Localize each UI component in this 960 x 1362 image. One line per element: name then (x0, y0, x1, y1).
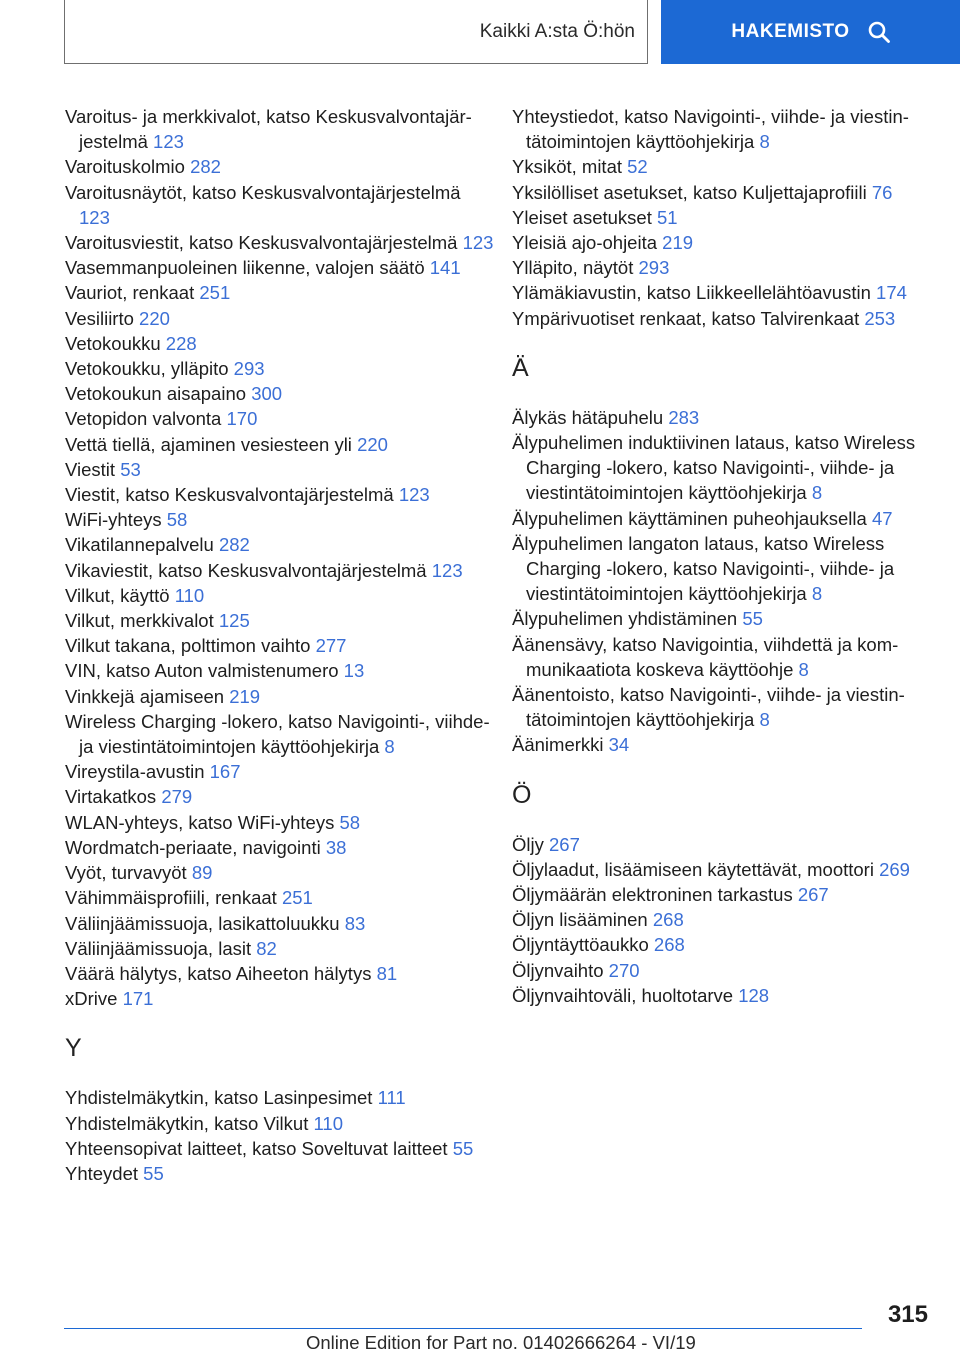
page-reference-link[interactable]: 58 (166, 509, 188, 531)
index-entry-text: WiFi-yhteys (65, 509, 162, 531)
index-entry-text: WLAN-yhteys, katso WiFi-yhteys (65, 811, 335, 833)
index-entry-text: Varoitusviestit, katso Keskusvalvontajärjestelmä (65, 232, 458, 254)
index-entry-text: Yhteystiedot, katso Navigointi-, viihde- ja viestintätoimintojen käyttöohjekirja (512, 106, 909, 153)
index-entry-text: Älykäs hätäpuhelu (512, 406, 664, 428)
page-reference-link[interactable]: 123 (153, 131, 184, 153)
index-entry[interactable] (512, 205, 952, 230)
page-reference-link[interactable]: 8 (798, 658, 809, 680)
index-entry[interactable] (512, 958, 952, 983)
page-reference-link[interactable]: 123 (431, 559, 463, 581)
index-entry-text: Wireless Charging -lokero, katso Navigointi-, viihde- ja viestintätoimintojen käyttöohjekirja (65, 710, 490, 758)
page-reference-link[interactable]: 82 (256, 937, 277, 959)
page-reference-link[interactable]: 110 (174, 584, 205, 606)
entry-list (65, 1085, 495, 1186)
index-entry-text: Yksiköt, mitat (512, 156, 622, 178)
index-entry[interactable] (65, 104, 495, 154)
page-reference-link[interactable]: 8 (811, 482, 823, 504)
page-reference-link[interactable]: 228 (165, 332, 197, 354)
index-entry[interactable] (512, 306, 952, 331)
page-reference-link[interactable]: 51 (657, 206, 678, 228)
index-entry[interactable] (512, 531, 952, 607)
index-entry[interactable] (512, 882, 952, 907)
index-entry-text: Öljynvaihtoväli, huoltotarve (512, 984, 734, 1006)
page-reference-link[interactable]: 111 (377, 1087, 406, 1109)
page-reference-link[interactable]: 300 (251, 383, 283, 405)
index-entry[interactable] (65, 784, 495, 809)
page-reference-link[interactable]: 282 (218, 534, 250, 556)
page-reference-link[interactable]: 283 (668, 406, 700, 428)
index-entry-text: Ylläpito, näytöt (512, 257, 634, 279)
index-entry[interactable] (512, 180, 952, 205)
index-entry[interactable] (65, 558, 495, 583)
page-reference-link[interactable]: 58 (339, 811, 361, 833)
index-entry-text: xDrive (65, 988, 118, 1010)
page-reference-link[interactable]: 268 (652, 909, 684, 931)
index-entry-text: Yhteensopivat laitteet, katso Soveltuvat laitteet (65, 1137, 448, 1159)
index-entry[interactable] (65, 507, 495, 532)
index-entry-text: Älypuhelimen käyttäminen puheohjauksella (512, 507, 867, 529)
index-entry[interactable] (65, 1085, 495, 1110)
index-entry-text: Yksilölliset asetukset, katso Kuljettajaprofiili (512, 181, 867, 203)
page-reference-link[interactable]: 81 (376, 962, 398, 984)
page-reference-link[interactable]: 167 (209, 761, 241, 783)
entry-list (512, 104, 952, 331)
index-entry[interactable] (65, 961, 495, 986)
index-entry[interactable] (65, 759, 495, 784)
page-reference-link[interactable]: 110 (313, 1112, 343, 1134)
index-entry-text: Väärä hälytys, katso Aiheeton hälytys (65, 962, 372, 984)
index-entry-text: Varoitus- ja merkkivalot, katso Keskusvalvontajärjestelmä (65, 106, 472, 153)
index-entry-text: Yhdistelmäkytkin, katso Lasinpesimet (65, 1087, 373, 1109)
page-reference-link[interactable]: 52 (627, 156, 648, 178)
page-reference-link[interactable]: 267 (797, 884, 829, 906)
index-entry-text: Vähimmäisprofiili, renkaat (65, 887, 277, 909)
index-column-left (65, 104, 495, 1186)
page-reference-link[interactable]: 253 (864, 307, 896, 329)
index-column-right (512, 104, 952, 1008)
page-reference-link[interactable]: 170 (226, 408, 258, 430)
page-reference-link[interactable]: 141 (429, 257, 461, 279)
index-entry[interactable] (512, 907, 952, 932)
footer-edition: Online Edition for Part no. 01402666264 - VI/19 (306, 1332, 696, 1353)
index-entry[interactable] (512, 255, 952, 280)
entry-list (512, 405, 952, 758)
index-entry[interactable] (65, 658, 495, 683)
index-entry-text: Vetopidon valvonta (65, 408, 222, 430)
index-entry[interactable] (65, 1111, 495, 1136)
index-entry[interactable] (512, 932, 952, 957)
index-entry-text: VIN, katso Auton valmistenumero (65, 660, 339, 682)
index-entry[interactable] (65, 432, 495, 457)
index-entry-text: Vilkut, käyttö (65, 584, 170, 606)
index-entry[interactable] (65, 633, 495, 658)
page-reference-link[interactable]: 123 (462, 232, 494, 254)
index-entry[interactable] (65, 381, 495, 406)
index-entry-text: Öljyn lisääminen (512, 909, 648, 931)
index-entry[interactable] (512, 154, 952, 179)
index-entry-text: Öljymäärän elektroninen tarkastus (512, 884, 793, 906)
index-entry-text: Yleiset asetukset (512, 206, 652, 228)
index-entry[interactable] (65, 583, 495, 608)
page-reference-link[interactable]: 293 (233, 358, 265, 380)
index-entry[interactable] (512, 405, 952, 430)
section-range-title: Kaikki A:sta Ö:hön (479, 20, 635, 42)
page-reference-link[interactable]: 219 (662, 232, 694, 254)
page-number: 315 (887, 1301, 928, 1328)
footer-divider (64, 1328, 862, 1329)
page-reference-link[interactable]: 174 (876, 282, 907, 304)
index-entry-text: Vetokoukku, ylläpito (65, 358, 229, 380)
index-entry-text: Ympärivuotiset renkaat, katso Talvirenkaat (512, 307, 860, 329)
index-entry[interactable] (65, 608, 495, 633)
index-entry[interactable] (512, 104, 952, 154)
index-entry-text: Äänimerkki (512, 734, 604, 756)
page-reference-link[interactable]: 34 (608, 734, 630, 756)
page-reference-link[interactable]: 277 (315, 635, 347, 657)
index-entry-text: Väliinjäämissuoja, lasit (65, 937, 252, 959)
page-reference-link[interactable]: 251 (199, 282, 231, 304)
index-entry[interactable] (512, 832, 952, 857)
page-reference-link[interactable]: 89 (191, 862, 213, 884)
index-entry[interactable] (512, 230, 952, 255)
index-entry-text: Öljynvaihto (512, 959, 604, 981)
index-entry-text: Yleisiä ajo-ohjeita (512, 232, 658, 254)
entry-list (65, 104, 495, 1011)
page-reference-link[interactable]: 267 (549, 833, 580, 855)
index-entry-text: Varoitusnäytöt, katso Keskusvalvontajärjestelmä (65, 181, 461, 203)
page-reference-link[interactable]: 279 (161, 786, 193, 808)
index-entry[interactable] (65, 1136, 495, 1161)
index-entry[interactable] (65, 885, 495, 910)
page-reference-link[interactable]: 55 (742, 608, 763, 630)
index-entry-text: Öljyntäyttöaukko (512, 934, 649, 956)
index-entry[interactable] (512, 280, 952, 305)
page-reference-link[interactable]: 38 (325, 836, 347, 858)
index-entry[interactable] (65, 230, 495, 255)
index-entry-text: Viestit (65, 458, 116, 480)
page-reference-link[interactable]: 83 (344, 912, 366, 934)
index-entry[interactable] (65, 154, 495, 179)
index-entry[interactable] (512, 857, 952, 882)
index-entry[interactable] (512, 606, 952, 631)
page-reference-link[interactable]: 47 (871, 507, 893, 529)
page-reference-link[interactable]: 293 (638, 257, 670, 279)
index-entry-text: Älypuhelimen induktiivinen lataus, katso Wireless Charging -lokero, katso Navigointi-, viihde- ja viestintätoimintojen käyttöohjekirja (512, 432, 916, 504)
index-entry-text: Vauriot, renkaat (65, 282, 195, 304)
index-entry[interactable] (65, 684, 495, 709)
index-entry-text: Vinkkejä ajamiseen (65, 685, 225, 707)
index-entry[interactable] (512, 506, 952, 531)
index-entry-text: Vilkut, merkkivalot (65, 610, 214, 632)
page-reference-link[interactable]: 269 (879, 858, 910, 880)
index-entry-text: Älypuhelimen yhdistäminen (512, 608, 738, 630)
page-reference-link[interactable]: 8 (811, 583, 823, 605)
index-entry-text: Vasemmanpuoleinen liikenne, valojen säätö (65, 257, 425, 279)
page-reference-link[interactable]: 251 (281, 887, 313, 909)
page-reference-link[interactable]: 220 (357, 433, 388, 455)
page-reference-link[interactable]: 8 (759, 131, 770, 153)
index-entry[interactable] (65, 180, 495, 230)
index-entry-text: Vetokoukku (65, 332, 161, 354)
index-entry[interactable] (65, 280, 495, 305)
section-heading-a-umlaut: Ä (512, 353, 529, 382)
index-entry-text: Varoituskolmio (65, 156, 185, 178)
page-reference-link[interactable]: 123 (398, 484, 430, 506)
index-entry[interactable] (65, 331, 495, 356)
index-entry-text: Öljy (512, 833, 544, 855)
index-entry[interactable] (65, 482, 495, 507)
section-range-tab[interactable] (64, 0, 648, 64)
index-button-label: HAKEMISTO (731, 21, 850, 42)
page-reference-link[interactable]: 123 (79, 206, 110, 228)
index-entry[interactable] (65, 406, 495, 431)
index-entry[interactable] (65, 911, 495, 936)
index-entry-text: Yhdistelmäkytkin, katso Vilkut (65, 1112, 309, 1134)
page-reference-link[interactable]: 219 (229, 685, 261, 707)
index-entry-text: Öljylaadut, lisäämiseen käytettävät, moottori (512, 858, 874, 880)
index-entry-text: Viestit, katso Keskusvalvontajärjestelmä (65, 484, 394, 506)
index-entry-text: Äänentoisto, katso Navigointi-, viihde- ja viestintätoimintojen käyttöohjekirja (512, 684, 905, 731)
page-reference-link[interactable]: 125 (218, 610, 250, 632)
page-reference-link[interactable]: 171 (122, 988, 154, 1010)
index-entry[interactable] (512, 983, 952, 1008)
page-reference-link[interactable]: 8 (759, 709, 770, 731)
entry-list (512, 832, 952, 1008)
index-entry-text: Virtakatkos (65, 786, 157, 808)
page-reference-link[interactable]: 220 (139, 307, 170, 329)
index-entry[interactable] (65, 835, 495, 860)
index-entry[interactable] (65, 1161, 495, 1186)
section-heading-y: Y (65, 1034, 82, 1063)
index-entry-text: Älypuhelimen langaton lataus, katso Wireless Charging -lokero, katso Navigointi-, viihde- ja viestintätoimintojen käyttöohjekirja (512, 532, 895, 605)
index-entry[interactable] (65, 457, 495, 482)
index-entry[interactable] (512, 430, 952, 506)
index-entry[interactable] (65, 986, 495, 1011)
index-entry[interactable] (512, 732, 952, 757)
index-entry[interactable] (65, 810, 495, 835)
index-entry-text: Wordmatch-periaate, navigointi (65, 836, 321, 858)
index-entry-text: Vetokoukun aisapaino (65, 383, 247, 405)
index-entry[interactable] (65, 306, 495, 331)
page-reference-link[interactable]: 13 (343, 660, 365, 682)
page-reference-link[interactable]: 128 (738, 984, 770, 1006)
page-reference-link[interactable]: 8 (384, 736, 395, 758)
index-entry[interactable] (65, 532, 495, 557)
index-entry[interactable] (512, 682, 952, 732)
index-entry-text: Vikaviestit, katso Keskusvalvontajärjestelmä (65, 559, 427, 581)
index-entry-text: Vireystila-avustin (65, 761, 205, 783)
index-entry-text: Vilkut takana, polttimon vaihto (65, 635, 311, 657)
index-entry-text: Väliinjäämissuoja, lasikattoluukku (65, 912, 340, 934)
page-reference-link[interactable]: 76 (871, 181, 893, 203)
section-heading-o-umlaut: Ö (512, 780, 532, 809)
page-reference-link[interactable]: 53 (120, 458, 141, 480)
index-entry-text: Vyöt, turvavyöt (65, 862, 187, 884)
search-icon (868, 21, 890, 43)
index-entry-text: Ylämäkiavustin, katso Liikkeellelähtöavustin (512, 282, 871, 304)
index-entry-text: Vettä tiellä, ajaminen vesiesteen yli (65, 433, 352, 455)
index-entry[interactable] (65, 936, 495, 961)
index-entry-text: Yhteydet (65, 1162, 139, 1184)
index-entry[interactable] (65, 709, 495, 759)
page-reference-link[interactable]: 270 (608, 959, 640, 981)
index-entry[interactable] (65, 255, 495, 280)
page-reference-link[interactable]: 55 (452, 1137, 474, 1159)
index-entry[interactable] (65, 860, 495, 885)
index-entry-text: Vikatilannepalvelu (65, 534, 214, 556)
index-button[interactable] (661, 0, 960, 64)
index-entry-text: Äänensävy, katso Navigointia, viihdettä ja kommunikaatiota koskeva käyttöohje (512, 633, 899, 680)
index-entry[interactable] (65, 356, 495, 381)
index-entry[interactable] (512, 632, 952, 682)
index-entry-text: Vesiliirto (65, 307, 134, 329)
page-reference-link[interactable]: 268 (653, 934, 685, 956)
page-reference-link[interactable]: 282 (190, 156, 221, 178)
page-reference-link[interactable]: 55 (143, 1162, 164, 1184)
